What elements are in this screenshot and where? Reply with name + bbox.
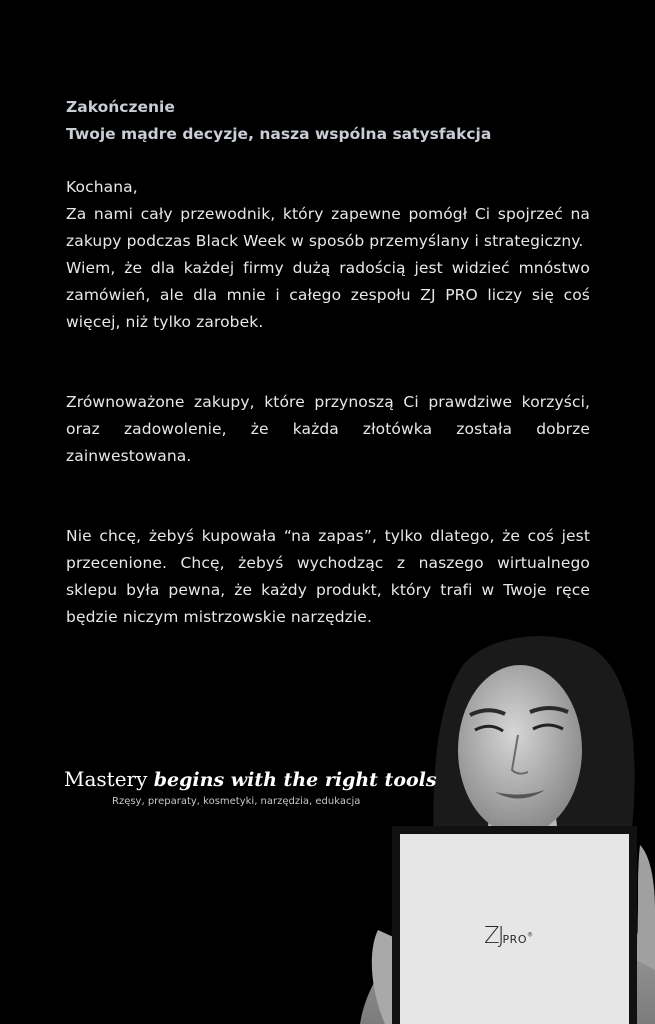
paragraph-4: Nie chcę, żebyś kupowała “na zapas”, tylko dlatego, że coś jest przecenione. Chcę, żebyś wychodząc z naszego wirtualnego sklepu była pewna, że każdy produkt, który trafi w Twoje ręce będzie niczym mistrzowskie narzędzie.: [66, 527, 590, 626]
greeting: Kochana,: [66, 178, 138, 196]
paragraph-block-3: [66, 523, 590, 631]
tagline: [64, 767, 437, 791]
product-box-face: [400, 834, 629, 1024]
paragraph-3: Zrównoważone zakupy, które przynoszą Ci prawdziwe korzyści, oraz zadowolenie, że każda złotówka została dobrze zainwestowana.: [66, 393, 590, 465]
logo-pro: PRO: [502, 933, 527, 946]
paragraph-1: Za nami cały przewodnik, który zapewne pomógł Ci spojrzeć na zakupy podczas Black Week w sposób przemyślany i strategiczny.: [66, 205, 590, 250]
logo-registered-mark: ®: [526, 931, 533, 939]
tagline-italic: begins with the right tools: [153, 769, 437, 791]
tagline-subtitle: Rzęsy, preparaty, kosmetyki, narzędzia, edukacja: [112, 796, 361, 807]
heading-title: Zakończenie: [66, 98, 175, 116]
heading-subtitle: Twoje mądre decyzje, nasza wspólna satysfakcja: [66, 125, 492, 143]
paragraph-block-2: [66, 389, 590, 470]
tagline-mastery: Mastery: [64, 767, 154, 791]
paragraph-block-1: [66, 174, 590, 336]
logo-zj: ZJ: [484, 923, 503, 949]
paragraph-2: Wiem, że dla każdej firmy dużą radością jest widzieć mnóstwo zamówień, ale dla mnie i całego zespołu ZJ PRO liczy się coś więcej, niż tylko zarobek.: [66, 259, 590, 331]
section-heading: [66, 94, 606, 148]
product-box: [392, 826, 637, 1024]
zj-pro-logo: [484, 923, 533, 949]
